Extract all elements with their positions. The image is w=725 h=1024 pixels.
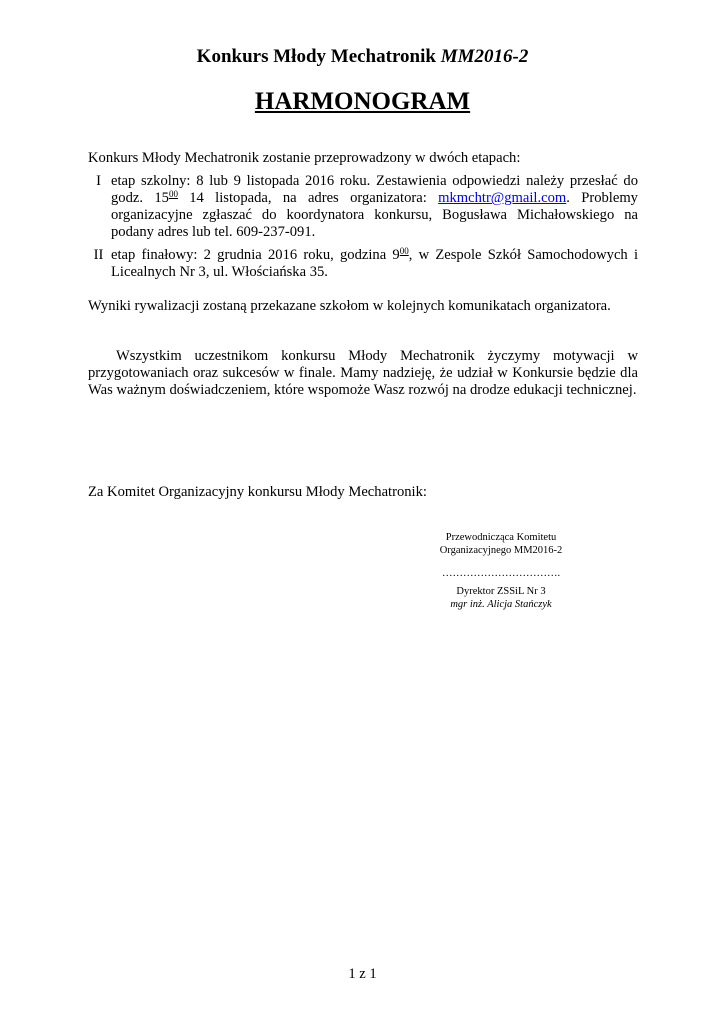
time-superscript: 00 — [399, 246, 409, 256]
results-paragraph: Wyniki rywalizacji zostaną przekazane szkołom w kolejnych komunikatach organizatora. — [88, 298, 611, 314]
stage-text-part: etap szkolny: 8 lub 9 listopada 2016 roku. Zestawienia odpowiedzi należy przesłać do godz. 15 — [111, 173, 638, 206]
stage-text-part: , w Zespole Szkół Samochodowych i Licealnych Nr 3, ul. Włościańska 35. — [111, 247, 638, 280]
organizer-email-link[interactable]: mkmchtr@gmail.com — [438, 190, 567, 206]
stage-list — [88, 173, 638, 287]
stage-text-part: 14 listopada, na adres organizatora: — [177, 190, 439, 206]
document-title — [0, 46, 725, 68]
stage-item-2 — [88, 247, 638, 281]
time-superscript: 00 — [168, 189, 178, 199]
stage-text — [111, 247, 638, 281]
title-italic: MM2016-2 — [440, 46, 529, 67]
committee-line: Za Komitet Organizacyjny konkursu Młody Mechatronik: — [88, 484, 427, 500]
intro-paragraph: Konkurs Młody Mechatronik zostanie przeprowadzony w dwóch etapach: — [88, 150, 521, 166]
stage-number: I — [96, 173, 101, 189]
stage-text-part: . Problemy organizacyjne zgłaszać do koordynatora konkursu, Bogusława Michałowskiego na podany adres lub tel. 609-237-091. — [111, 190, 638, 240]
signature-role-line-1: Przewodnicząca Komitetu — [445, 532, 557, 543]
title-plain: Konkurs Młody Mechatronik — [196, 46, 441, 67]
stage-number: II — [93, 247, 104, 263]
signature-name: mgr inż. Alicja Stańczyk — [450, 599, 552, 610]
signature-line: ……………………………. — [441, 568, 561, 579]
stage-text — [111, 173, 638, 241]
wishes-paragraph: Wszystkim uczestnikom konkursu Młody Mechatronik życzymy motywacji w przygotowaniach oraz sukcesów w finale. Mamy nadzieję, że udział w Konkursie będzie dla Was ważnym doświadczeniem, które wspomoże Wasz rozwój na drodze edukacji technicznej. — [88, 348, 638, 398]
stage-item-1 — [88, 173, 638, 241]
signature-director-title: Dyrektor ZSSiL Nr 3 — [456, 586, 546, 597]
page-number: 1 z 1 — [348, 966, 377, 982]
stage-text-part: etap finałowy: 2 grudnia 2016 roku, godzina 9 — [111, 247, 400, 263]
document-subtitle: HARMONOGRAM — [254, 88, 471, 115]
signature-role — [416, 531, 586, 557]
signature-role-line-2: Organizacyjnego MM2016-2 — [439, 545, 563, 556]
signature-director — [416, 585, 586, 611]
